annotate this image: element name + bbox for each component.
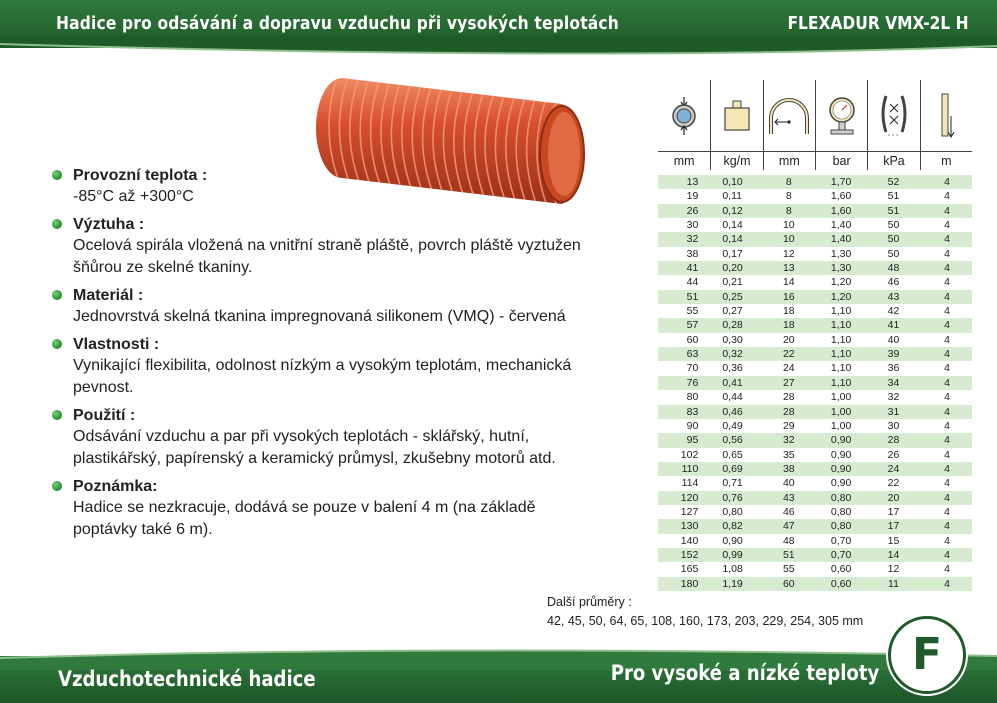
table-cell: 0,27	[722, 305, 743, 318]
table-cell: 12	[887, 563, 900, 576]
table-cell: 10	[782, 219, 795, 232]
table-cell: 24	[782, 362, 795, 375]
table-row	[658, 318, 972, 332]
table-cell: 32	[782, 434, 795, 447]
property-text: Ocelová spirála vložená na vnitřní straně pláště, povrch pláště vyztužen šňůrou ze skelné tkaniny.	[73, 237, 581, 276]
table-cell: 0,21	[722, 276, 743, 289]
table-cell: 1,10	[830, 362, 852, 375]
badge-letter: F	[911, 629, 943, 680]
table-cell: 24	[887, 462, 900, 475]
table-cell: 0,90	[722, 534, 743, 547]
bullet-icon	[52, 219, 62, 229]
table-cell: 4	[944, 319, 950, 332]
table-cell: 0,80	[830, 520, 852, 533]
table-cell: 28	[782, 405, 795, 418]
pressure-gauge-icon	[815, 80, 867, 151]
table-cell: 1,60	[830, 204, 852, 217]
table-cell: 4	[944, 477, 950, 490]
table-cell: 22	[887, 477, 900, 490]
table-row	[658, 491, 972, 505]
table-cell: 0,90	[830, 434, 852, 447]
table-cell: 32	[887, 391, 900, 404]
table-cell: 0,30	[722, 333, 743, 346]
table-cell: 4	[944, 577, 950, 590]
table-cell: 0,60	[830, 563, 852, 576]
property-item-reinforcement	[52, 215, 592, 279]
table-cell: 17	[887, 505, 900, 518]
table-cell: 57	[686, 319, 699, 332]
bullet-icon	[52, 410, 62, 420]
table-cell: 12	[782, 247, 795, 260]
table-cell: 28	[887, 434, 900, 447]
table-cell: 0,20	[722, 262, 743, 275]
table-cell: 28	[782, 391, 795, 404]
length-icon	[920, 80, 972, 151]
property-label: Provozní teplota :	[73, 167, 208, 184]
table-cell: 1,20	[830, 290, 852, 303]
table-cell: 0,71	[722, 477, 743, 490]
table-row	[658, 390, 972, 404]
table-cell: 76	[686, 376, 699, 389]
table-cell: 4	[944, 548, 950, 561]
table-cell: 0,36	[722, 362, 743, 375]
table-cell: 4	[944, 376, 950, 389]
table-cell: 0,12	[722, 204, 743, 217]
table-row	[658, 247, 972, 261]
other-diameters-label: Další průměry :	[547, 595, 632, 609]
table-cell: 0,25	[722, 290, 743, 303]
table-cell: 8	[785, 190, 792, 203]
table-cell: 41	[686, 262, 699, 275]
table-cell: 0,14	[722, 233, 743, 246]
table-cell: 1,10	[830, 348, 852, 361]
table-cell: 4	[944, 190, 950, 203]
table-cell: 80	[686, 391, 699, 404]
table-cell: 35	[782, 448, 795, 461]
table-cell: 1,10	[830, 333, 852, 346]
table-cell: 110	[681, 462, 699, 475]
table-row	[658, 290, 972, 304]
unit-cell: mm	[763, 152, 815, 170]
table-row	[658, 347, 972, 361]
table-cell: 0,69	[722, 462, 743, 475]
table-cell: 50	[887, 233, 900, 246]
table-cell: 14	[782, 276, 795, 289]
table-cell: 0,28	[722, 319, 743, 332]
table-cell: 102	[680, 448, 699, 461]
table-cell: 1,60	[830, 190, 852, 203]
table-cell: 22	[782, 348, 795, 361]
table-row	[658, 519, 972, 533]
table-cell: 32	[686, 233, 699, 246]
unit-cell: m	[920, 152, 972, 170]
unit-cell: bar	[815, 152, 867, 170]
table-cell: 0,41	[722, 376, 743, 389]
table-row	[658, 232, 972, 246]
property-item-temperature	[52, 166, 592, 208]
table-cell: 4	[944, 534, 950, 547]
other-diameters-values: 42, 45, 50, 64, 65, 108, 160, 173, 203, 229, 254, 305 mm	[547, 614, 864, 628]
table-cell: 4	[944, 391, 950, 404]
property-list	[52, 166, 592, 548]
property-label: Použití :	[73, 407, 136, 424]
table-row	[658, 476, 972, 490]
property-text: Vynikající flexibilita, odolnost nízkým a vysokým teplotám, mechanická pevnost.	[73, 357, 572, 396]
table-cell: 0,17	[722, 247, 743, 260]
unit-cell: mm	[673, 154, 695, 168]
table-cell: 4	[944, 348, 950, 361]
table-cell: 10	[782, 233, 795, 246]
bullet-icon	[52, 290, 62, 300]
table-cell: 1,30	[830, 262, 852, 275]
table-cell: 4	[944, 233, 950, 246]
table-cell: 120	[680, 491, 699, 504]
property-item-material	[52, 286, 592, 328]
table-cell: 0,80	[830, 505, 852, 518]
diameter-icon	[658, 80, 710, 151]
table-row	[658, 548, 972, 562]
table-cell: 0,56	[722, 434, 743, 447]
table-cell: 20	[887, 491, 900, 504]
table-cell: 1,10	[830, 376, 852, 389]
table-cell: 127	[680, 505, 699, 518]
table-cell: 43	[887, 290, 900, 303]
table-cell: 39	[887, 348, 900, 361]
table-row	[658, 304, 972, 318]
table-cell: 29	[782, 419, 795, 432]
table-cell: 4	[944, 462, 950, 475]
table-cell: 0,46	[722, 405, 743, 418]
category-badge	[888, 616, 966, 694]
bullet-icon	[52, 481, 62, 491]
table-cell: 4	[944, 419, 950, 432]
table-cell: 4	[944, 219, 950, 232]
property-text: -85°C až +300°C	[73, 188, 194, 205]
product-name: FLEXADUR VMX-2L H	[787, 13, 969, 34]
table-row	[658, 534, 972, 548]
table-cell: 43	[782, 491, 795, 504]
property-item-note	[52, 477, 592, 541]
table-cell: 0,99	[722, 548, 743, 561]
page-title: Hadice pro odsávání a dopravu vzduchu při vysokých teplotách	[56, 13, 619, 34]
table-cell: 1,30	[830, 247, 852, 260]
table-cell: 130	[680, 520, 699, 533]
table-cell: 140	[680, 534, 699, 547]
table-row	[658, 189, 972, 203]
table-body	[658, 175, 972, 591]
weight-icon	[710, 80, 762, 151]
table-cell: 34	[887, 376, 900, 389]
table-cell: 70	[686, 362, 699, 375]
table-cell: 1,19	[722, 577, 743, 590]
table-cell: 40	[887, 333, 900, 346]
table-cell: 48	[887, 262, 900, 275]
table-cell: 4	[944, 505, 950, 518]
table-cell: 44	[686, 276, 699, 289]
table-cell: 0,90	[830, 462, 852, 475]
table-cell: 0,32	[722, 348, 743, 361]
table-row	[658, 462, 972, 476]
table-cell: 41	[887, 319, 900, 332]
table-cell: 4	[944, 520, 950, 533]
other-diameters	[547, 593, 863, 631]
table-cell: 1,20	[830, 276, 852, 289]
unit-cell: kg/m	[710, 152, 762, 170]
property-text: Odsávání vzduchu a par při vysokých teplotách - sklářský, hutní, plastikářský, papírenský a keramický průmysl, zkušebny motorů atd.	[73, 428, 556, 467]
table-cell: 63	[686, 348, 699, 361]
table-cell: 52	[887, 176, 900, 188]
table-cell: 51	[887, 190, 900, 203]
table-cell: 4	[944, 305, 950, 318]
vacuum-icon	[867, 80, 919, 151]
table-cell: 0,65	[722, 448, 743, 461]
table-row	[658, 218, 972, 232]
table-cell: 55	[782, 563, 795, 576]
table-cell: 4	[944, 176, 950, 188]
table-cell: 1,40	[830, 219, 852, 232]
table-cell: 0,76	[722, 491, 743, 504]
table-cell: 4	[944, 448, 950, 461]
property-label: Poznámka:	[73, 478, 158, 495]
table-cell: 19	[686, 190, 699, 203]
page-header	[0, 0, 997, 60]
table-cell: 95	[686, 434, 699, 447]
table-cell: 31	[887, 405, 900, 418]
table-cell: 1,70	[830, 176, 852, 188]
icon-header-row	[658, 80, 972, 152]
table-cell: 165	[680, 563, 699, 576]
table-cell: 4	[944, 563, 950, 576]
table-row	[658, 577, 972, 591]
table-cell: 4	[944, 362, 950, 375]
unit-cell: kPa	[867, 152, 919, 170]
table-cell: 60	[782, 577, 795, 590]
table-row	[658, 333, 972, 347]
table-cell: 51	[686, 290, 699, 303]
table-row	[658, 175, 972, 189]
table-cell: 46	[887, 276, 900, 289]
table-cell: 4	[944, 434, 950, 447]
table-cell: 1,10	[830, 319, 852, 332]
table-cell: 0,10	[722, 176, 743, 188]
table-cell: 27	[782, 376, 795, 389]
table-row	[658, 275, 972, 289]
table-cell: 13	[686, 176, 699, 188]
table-cell: 36	[887, 362, 900, 375]
table-row	[658, 505, 972, 519]
table-cell: 50	[887, 219, 900, 232]
table-cell: 38	[782, 462, 795, 475]
table-cell: 0,80	[722, 505, 743, 518]
property-label: Materiál :	[73, 287, 144, 304]
table-cell: 0,90	[830, 477, 852, 490]
bullet-icon	[52, 339, 62, 349]
table-cell: 16	[782, 290, 795, 303]
table-cell: 0,70	[830, 548, 852, 561]
page-footer	[0, 648, 997, 703]
table-cell: 0,49	[722, 419, 743, 432]
table-cell: 4	[944, 262, 950, 275]
table-cell: 46	[782, 505, 795, 518]
table-cell: 50	[887, 247, 900, 260]
table-row	[658, 448, 972, 462]
table-cell: 51	[782, 548, 795, 561]
table-cell: 0,70	[830, 534, 852, 547]
table-cell: 4	[944, 290, 950, 303]
table-cell: 0,14	[722, 219, 743, 232]
table-cell: 8	[785, 176, 792, 188]
table-cell: 83	[686, 405, 699, 418]
table-cell: 0,90	[830, 448, 852, 461]
table-cell: 18	[782, 305, 795, 318]
table-cell: 152	[680, 548, 699, 561]
table-cell: 30	[686, 219, 699, 232]
property-text: Jednovrstvá skelná tkanina impregnovaná silikonem (VMQ) - červená	[73, 308, 566, 325]
table-cell: 1,00	[830, 391, 852, 404]
table-cell: 47	[782, 520, 795, 533]
table-cell: 1,08	[722, 563, 743, 576]
table-row	[658, 204, 972, 218]
table-cell: 60	[686, 333, 699, 346]
header-curve	[0, 36, 997, 60]
table-cell: 40	[782, 477, 795, 490]
table-cell: 180	[680, 577, 699, 590]
table-cell: 90	[686, 419, 699, 432]
table-cell: 13	[782, 262, 795, 275]
table-cell: 0,11	[722, 190, 742, 203]
table-cell: 55	[686, 305, 699, 318]
table-row	[658, 376, 972, 390]
table-row	[658, 419, 972, 433]
table-row	[658, 361, 972, 375]
table-cell: 0,80	[830, 491, 852, 504]
table-cell: 8	[785, 204, 792, 217]
table-cell: 1,00	[830, 405, 852, 418]
table-cell: 26	[887, 448, 900, 461]
table-cell: 38	[686, 247, 699, 260]
table-cell: 4	[944, 276, 950, 289]
table-cell: 30	[887, 419, 900, 432]
table-cell: 17	[887, 520, 900, 533]
table-cell: 14	[887, 548, 900, 561]
footer-category: Vzduchotechnické hadice	[58, 667, 316, 691]
table-cell: 20	[782, 333, 795, 346]
table-cell: 0,44	[722, 391, 743, 404]
property-label: Výztuha :	[73, 216, 145, 233]
table-cell: 42	[887, 305, 900, 318]
table-cell: 48	[782, 534, 795, 547]
table-row	[658, 433, 972, 447]
table-cell: 0,82	[722, 520, 743, 533]
property-text: Hadice se nezkracuje, dodává se pouze v balení 4 m (na základě poptávky také 6 m).	[73, 499, 536, 538]
table-cell: 11	[888, 577, 899, 590]
spec-table	[658, 80, 972, 591]
table-cell: 1,40	[830, 233, 852, 246]
table-cell: 51	[887, 204, 900, 217]
table-cell: 18	[782, 319, 795, 332]
table-cell: 4	[944, 204, 950, 217]
table-cell: 4	[944, 405, 950, 418]
table-cell: 4	[944, 491, 950, 504]
unit-header-row	[658, 152, 972, 170]
footer-subcategory: Pro vysoké a nízké teploty	[610, 661, 879, 685]
table-cell: 1,10	[830, 305, 852, 318]
bullet-icon	[52, 170, 62, 180]
property-label: Vlastnosti :	[73, 336, 160, 353]
bend-radius-icon	[763, 80, 815, 151]
table-cell: 4	[944, 247, 950, 260]
table-row	[658, 261, 972, 275]
property-item-usage	[52, 406, 592, 470]
table-cell: 1,00	[830, 419, 852, 432]
table-cell: 4	[944, 333, 950, 346]
table-row	[658, 405, 972, 419]
table-cell: 26	[686, 204, 699, 217]
table-row	[658, 562, 972, 576]
table-cell: 114	[681, 477, 699, 490]
table-cell: 0,60	[830, 577, 852, 590]
table-cell: 15	[887, 534, 900, 547]
property-item-features	[52, 335, 592, 399]
